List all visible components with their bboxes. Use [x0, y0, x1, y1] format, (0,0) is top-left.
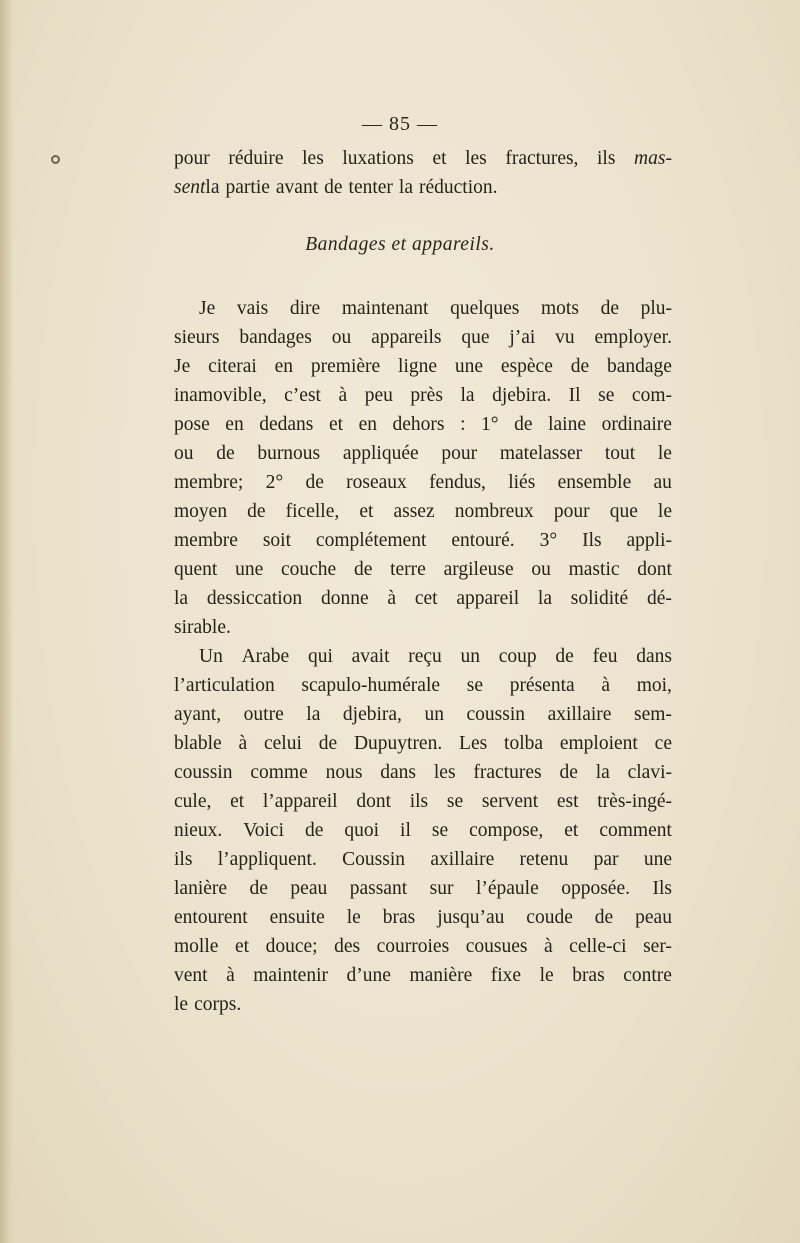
word: ou: [174, 443, 194, 464]
word: fendus,: [429, 472, 486, 493]
text-line: [174, 816, 672, 845]
word: douce;: [265, 936, 318, 957]
word: ils: [597, 148, 616, 169]
word: Voici: [243, 820, 284, 841]
word: de: [600, 298, 619, 319]
word: le: [657, 443, 672, 464]
word: partie: [225, 177, 270, 198]
word: maintenant: [341, 298, 429, 319]
word: plu-: [640, 298, 672, 319]
word: assez: [393, 501, 435, 522]
word: quelques: [450, 298, 520, 319]
word: bras: [382, 907, 416, 928]
word: les: [465, 148, 487, 169]
word: se: [431, 820, 449, 841]
word: dont: [356, 791, 391, 812]
word: entourent: [174, 907, 248, 928]
word: peau: [290, 878, 328, 899]
word: donne: [320, 588, 369, 609]
word: ensemble: [557, 472, 632, 493]
word: bras: [572, 965, 605, 986]
word: moyen: [174, 501, 228, 522]
word: de: [247, 501, 266, 522]
word: luxations: [342, 148, 414, 169]
word: quoi: [344, 820, 380, 841]
word: près: [410, 385, 443, 406]
word: com-: [631, 385, 672, 406]
word: citerai: [208, 356, 257, 377]
word: clavi-: [627, 762, 672, 783]
word: 2°: [265, 472, 284, 493]
word: Les: [459, 733, 488, 754]
word: en: [358, 414, 377, 435]
word: cet: [414, 588, 438, 609]
word: très-ingé-: [597, 791, 672, 812]
word: fractures: [473, 762, 542, 783]
word: mastic: [568, 559, 620, 580]
word: coussin: [466, 704, 526, 725]
word: vent: [174, 965, 208, 986]
text-line: [174, 990, 672, 1019]
word: avait: [351, 646, 390, 667]
word: à: [338, 385, 348, 406]
word: ce: [654, 733, 672, 754]
word: tout: [604, 443, 636, 464]
text-line: [174, 173, 672, 202]
word: cule,: [174, 791, 212, 812]
text-line: [174, 874, 672, 903]
word: espèce: [500, 356, 553, 377]
word: Il: [568, 385, 581, 406]
text-line: [174, 932, 672, 961]
word: djebira,: [342, 704, 402, 725]
word: blable: [174, 733, 222, 754]
word: présenta: [509, 675, 575, 696]
word: et: [234, 936, 250, 957]
word: une: [454, 356, 484, 377]
word: dire: [289, 298, 321, 319]
word: sur: [429, 878, 454, 899]
word: sieurs: [174, 327, 220, 348]
word: par: [593, 849, 619, 870]
word: tenter: [348, 177, 393, 198]
word: mas-: [634, 148, 672, 169]
word: l’articulation: [174, 675, 275, 696]
word: coussin: [174, 762, 233, 783]
word: Je: [199, 298, 216, 319]
word: sem-: [634, 704, 672, 725]
word: vais: [236, 298, 269, 319]
word: opposée.: [561, 878, 630, 899]
word: manière: [409, 965, 473, 986]
word: la: [595, 762, 610, 783]
word: qui: [307, 646, 333, 667]
word: de: [318, 733, 338, 754]
word: et: [359, 501, 374, 522]
word: et: [564, 820, 579, 841]
word: pour: [553, 501, 590, 522]
word: peau: [635, 907, 672, 928]
word: est: [556, 791, 579, 812]
word: liés: [508, 472, 536, 493]
word: matelasser: [499, 443, 583, 464]
word: à: [238, 733, 248, 754]
word: en: [225, 414, 244, 435]
word: ayant,: [174, 704, 222, 725]
page-number: — 85 —: [362, 113, 438, 135]
page-edge-shadow: [0, 0, 14, 1243]
word: appliquée: [342, 443, 419, 464]
word: appareil: [456, 588, 520, 609]
word: burnous: [257, 443, 321, 464]
word: se: [446, 791, 464, 812]
word: de: [324, 177, 343, 198]
word: ils: [174, 849, 193, 870]
word: au: [653, 472, 672, 493]
word: c’est: [284, 385, 321, 406]
word: la: [398, 177, 413, 198]
word: à: [543, 936, 553, 957]
text-line: [174, 323, 672, 352]
word: feu: [592, 646, 618, 667]
word: solidité: [570, 588, 629, 609]
text-line: [174, 671, 672, 700]
word: réduction.: [419, 177, 498, 198]
word: le: [174, 994, 189, 1015]
word: 1°: [481, 414, 499, 435]
word: avant: [275, 177, 319, 198]
word: bandage: [606, 356, 672, 377]
word: vu: [555, 327, 575, 348]
text-line: [174, 642, 672, 671]
word: quent: [174, 559, 218, 580]
word: dans: [636, 646, 672, 667]
word: les: [302, 148, 324, 169]
word: de: [304, 820, 324, 841]
word: pose: [174, 414, 210, 435]
word: corps.: [194, 994, 242, 1015]
word: appareils: [371, 327, 442, 348]
word: appli-: [626, 530, 672, 551]
word: soit: [262, 530, 291, 551]
section-title: Bandages et appareils.: [305, 234, 495, 255]
word: jusqu’au: [437, 907, 505, 928]
word: ils: [409, 791, 429, 812]
word: ser-: [643, 936, 672, 957]
word: ligne: [398, 356, 438, 377]
word: dedans: [259, 414, 314, 435]
word: d’une: [346, 965, 391, 986]
word: argileuse: [443, 559, 514, 580]
word: l’épaule: [475, 878, 539, 899]
word: pour: [441, 443, 478, 464]
word: dé-: [646, 588, 672, 609]
word: des: [334, 936, 361, 957]
word: comme: [250, 762, 308, 783]
word: et: [432, 148, 447, 169]
word: sent: [174, 177, 206, 198]
word: la: [205, 177, 220, 198]
word: servent: [481, 791, 539, 812]
text-line: [174, 381, 672, 410]
word: j’ai: [509, 327, 536, 348]
body-text: [174, 294, 672, 1019]
word: dans: [380, 762, 417, 783]
text-line: [174, 352, 672, 381]
word: moi,: [636, 675, 672, 696]
word: dehors: [392, 414, 445, 435]
word: bandages: [239, 327, 312, 348]
word: nieux.: [174, 820, 223, 841]
intro-paragraph: [174, 144, 672, 202]
word: à: [226, 965, 235, 986]
word: maintenir: [253, 965, 328, 986]
word: de: [249, 878, 268, 899]
word: membre: [174, 530, 238, 551]
word: ensuite: [269, 907, 325, 928]
text-line: [174, 729, 672, 758]
word: axillaire: [430, 849, 495, 870]
word: une: [235, 559, 264, 580]
word: laine: [548, 414, 587, 435]
word: les: [433, 762, 456, 783]
word: terre: [390, 559, 426, 580]
word: emploient: [559, 733, 638, 754]
word: Arabe: [241, 646, 290, 667]
word: ou: [331, 327, 352, 348]
word: un: [424, 704, 444, 725]
word: dessiccation: [206, 588, 303, 609]
text-line: [174, 845, 672, 874]
word: de: [216, 443, 235, 464]
word: une: [643, 849, 672, 870]
text-line: [174, 787, 672, 816]
word: un: [460, 646, 481, 667]
word: fractures,: [505, 148, 579, 169]
word: roseaux: [346, 472, 407, 493]
word: et: [328, 414, 344, 435]
word: la: [306, 704, 321, 725]
word: la: [460, 385, 475, 406]
word: mots: [541, 298, 579, 319]
word: coup: [498, 646, 537, 667]
text-line: [174, 961, 672, 990]
word: et: [230, 791, 245, 812]
word: Ils: [582, 530, 602, 551]
word: 3°: [539, 530, 558, 551]
text-line: [174, 526, 672, 555]
word: dont: [637, 559, 672, 580]
word: de: [353, 559, 373, 580]
word: Je: [174, 356, 191, 377]
word: l’appareil: [262, 791, 338, 812]
word: axillaire: [547, 704, 612, 725]
word: de: [570, 356, 590, 377]
word: nous: [325, 762, 363, 783]
word: lanière: [174, 878, 228, 899]
word: la: [537, 588, 552, 609]
word: que: [609, 501, 638, 522]
text-line: [174, 294, 672, 323]
word: outre: [243, 704, 284, 725]
word: nombreux: [454, 501, 534, 522]
word: celui: [263, 733, 302, 754]
word: compose,: [469, 820, 544, 841]
word: réduire: [228, 148, 284, 169]
word: comment: [599, 820, 672, 841]
word: il: [400, 820, 411, 841]
word: retenu: [519, 849, 569, 870]
word: de: [594, 907, 614, 928]
word: pour: [174, 148, 210, 169]
text-line: [174, 613, 672, 642]
word: de: [559, 762, 578, 783]
word: membre;: [174, 472, 244, 493]
word: le: [539, 965, 554, 986]
word: :: [460, 414, 466, 435]
word: Coussin: [342, 849, 406, 870]
word: Un: [199, 646, 223, 667]
word: sirable.: [174, 617, 231, 638]
word: à: [601, 675, 611, 696]
word: coude: [526, 907, 573, 928]
word: de: [514, 414, 533, 435]
word: la: [174, 588, 189, 609]
word: courroies: [376, 936, 450, 957]
text-line: [174, 903, 672, 932]
word: molle: [174, 936, 219, 957]
word: de: [305, 472, 324, 493]
text-line: [174, 758, 672, 787]
word: tolba: [504, 733, 544, 754]
text-line: [174, 439, 672, 468]
word: Dupuytren.: [353, 733, 443, 754]
word: ficelle,: [285, 501, 340, 522]
text-line: [174, 410, 672, 439]
word: l’appliquent.: [217, 849, 317, 870]
word: scapulo-humérale: [301, 675, 441, 696]
word: première: [310, 356, 381, 377]
word: couche: [280, 559, 337, 580]
text-line: [174, 497, 672, 526]
margin-circle-mark: [51, 155, 60, 164]
word: que: [461, 327, 490, 348]
word: en: [274, 356, 294, 377]
text-line: [174, 468, 672, 497]
word: reçu: [408, 646, 442, 667]
word: entouré.: [451, 530, 515, 551]
word: passant: [349, 878, 408, 899]
word: ordinaire: [601, 414, 672, 435]
word: employer.: [594, 327, 672, 348]
word: Ils: [652, 878, 672, 899]
word: djebira.: [492, 385, 552, 406]
word: fixe: [490, 965, 522, 986]
word: à: [387, 588, 397, 609]
text-line: [174, 555, 672, 584]
word: le: [657, 501, 672, 522]
word: le: [346, 907, 361, 928]
word: inamovible,: [174, 385, 267, 406]
word: ou: [531, 559, 551, 580]
word: peu: [364, 385, 393, 406]
text-line: [174, 700, 672, 729]
word: de: [555, 646, 574, 667]
word: contre: [623, 965, 672, 986]
word: cousues: [465, 936, 528, 957]
text-line: [174, 584, 672, 613]
word: celle-ci: [569, 936, 627, 957]
text-line: [174, 144, 672, 173]
word: complétement: [315, 530, 427, 551]
word: se: [466, 675, 483, 696]
word: se: [598, 385, 615, 406]
